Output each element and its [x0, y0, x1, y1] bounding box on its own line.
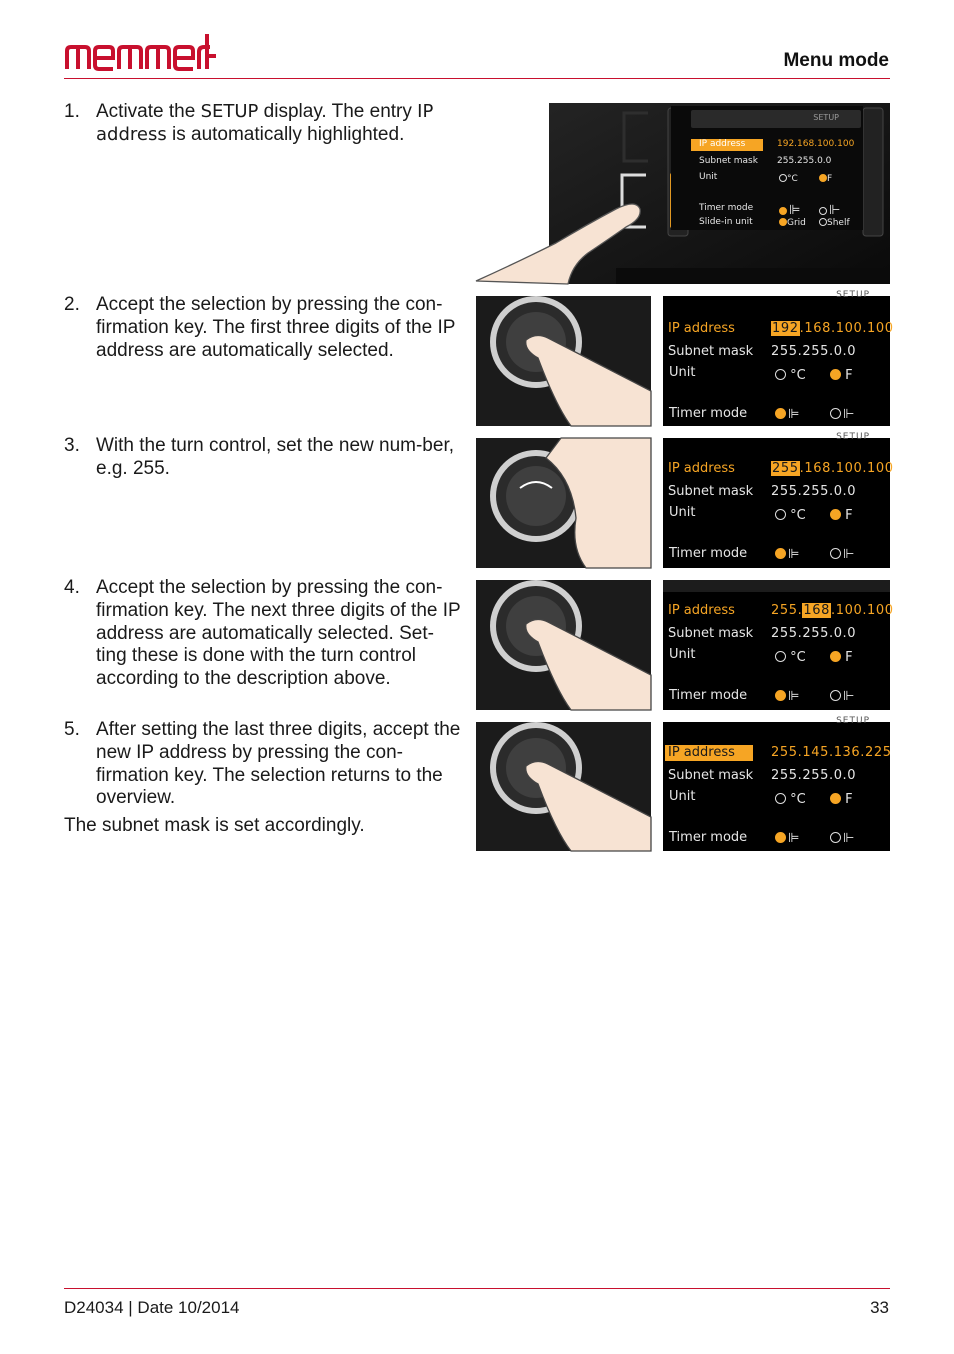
keyword-ip-address: IP address — [96, 101, 434, 145]
ip-octet-selected[interactable]: 255 — [772, 461, 799, 476]
setup-tab[interactable]: SETUP — [836, 290, 870, 300]
ip-octets-rest: .168.100.100 — [799, 321, 894, 336]
step-number: 2. — [64, 294, 80, 315]
timer-mode-1-icon: ⊫ — [788, 689, 800, 704]
timer-mode-label[interactable]: Timer mode — [699, 203, 754, 213]
subnet-mask-label[interactable]: Subnet mask — [699, 156, 758, 166]
radio-timer-mode-2[interactable] — [830, 832, 841, 843]
radio-timer-mode-1[interactable] — [775, 690, 786, 701]
radio-timer-mode-2[interactable] — [830, 690, 841, 701]
radio-timer-mode-2[interactable] — [830, 548, 841, 559]
footer-rule — [64, 1288, 890, 1289]
confirmation-key-illustration[interactable] — [476, 722, 651, 851]
step-number: 3. — [64, 435, 80, 456]
setup-screen-overview — [671, 106, 863, 230]
step-text: display. The entry — [258, 101, 418, 122]
unit-f-label: F — [845, 508, 853, 523]
step-3 — [64, 435, 464, 481]
ip-address-label[interactable]: IP address — [668, 745, 735, 760]
step-1 — [64, 101, 464, 147]
unit-f-label: F — [845, 650, 853, 665]
radio-fahrenheit[interactable] — [819, 174, 827, 182]
step-text: Activate the — [96, 101, 201, 122]
step-text: Accept the selection by pressing the con-firmation key. The first three digits of the IP address are automatically selected. — [96, 294, 456, 361]
figure-press-knob-1 — [476, 296, 651, 426]
ip-address-value: 192.168.100.100 — [777, 139, 855, 149]
setup-screen-step-2 — [663, 290, 894, 426]
step-text: Accept the selection by pressing the con-firmation key. The next three digits of the IP address are automatically selected. Set-ting these is done with the turn control according to the description above. — [96, 577, 461, 690]
unit-c-label: °C — [790, 650, 806, 665]
step-5 — [64, 719, 464, 810]
subnet-mask-value: 255.255.0.0 — [771, 484, 857, 499]
radio-timer-mode-2[interactable] — [819, 207, 827, 215]
figure-press-knob-2 — [476, 580, 651, 710]
radio-timer-mode-1[interactable] — [779, 207, 787, 215]
step-number: 5. — [64, 719, 80, 740]
figure-press-knob-3 — [476, 722, 651, 851]
document-id-date: D24034 | Date 10/2014 — [64, 1298, 240, 1317]
unit-c-label: °C — [790, 508, 806, 523]
subnet-note: The subnet mask is set accordingly. — [64, 815, 365, 836]
confirmation-key-illustration[interactable] — [476, 296, 651, 426]
timer-mode-2-icon: ⊩ — [843, 407, 855, 422]
timer-mode-2-icon: ⊩ — [829, 203, 841, 218]
radio-fahrenheit[interactable] — [830, 793, 841, 804]
radio-celsius[interactable] — [775, 793, 786, 804]
radio-timer-mode-1[interactable] — [775, 832, 786, 843]
subnet-mask-value: 255.255.0.0 — [771, 768, 857, 783]
step-text: With the turn control, set the new num-ber, e.g. 255. — [96, 435, 455, 479]
timer-mode-1-icon: ⊫ — [788, 547, 800, 562]
keyword-setup: SETUP — [200, 101, 259, 122]
step-text: is automatically highlighted. — [166, 123, 405, 145]
unit-label[interactable]: Unit — [669, 789, 696, 804]
setup-screen-step-4 — [663, 580, 894, 710]
ip-address-value[interactable] — [771, 603, 894, 618]
step-number: 1. — [64, 101, 80, 122]
timer-mode-2-icon: ⊩ — [843, 831, 855, 846]
subnet-mask-label[interactable]: Subnet mask — [668, 344, 754, 359]
radio-celsius[interactable] — [775, 369, 786, 380]
timer-mode-1-icon: ⊫ — [789, 203, 801, 218]
radio-shelf[interactable] — [819, 218, 827, 226]
radio-fahrenheit[interactable] — [830, 369, 841, 380]
timer-mode-2-icon: ⊩ — [843, 547, 855, 562]
timer-mode-2-icon: ⊩ — [843, 689, 855, 704]
setup-screen-step-3 — [663, 432, 894, 568]
subnet-mask-value: 255.255.0.0 — [771, 344, 857, 359]
timer-mode-1-icon: ⊫ — [788, 407, 800, 422]
setup-tab[interactable]: SETUP — [813, 113, 839, 122]
turn-control-illustration[interactable] — [476, 438, 651, 568]
ip-octets-rest: .100.100 — [830, 603, 894, 618]
memmert-logo — [64, 32, 216, 72]
unit-c-label: °C — [787, 174, 798, 184]
ip-address-value: 255.145.136.225 — [771, 745, 892, 760]
timer-mode-label[interactable]: Timer mode — [669, 688, 748, 703]
ip-address-label[interactable]: IP address — [668, 461, 735, 476]
radio-celsius[interactable] — [775, 651, 786, 662]
timer-mode-label[interactable]: Timer mode — [669, 546, 748, 561]
step-text: After setting the last three digits, accept the new IP address by pressing the con-firmation key. The selection returns to the overview. — [96, 719, 461, 809]
timer-mode-label[interactable]: Timer mode — [669, 830, 748, 845]
timer-mode-1-icon: ⊫ — [788, 831, 800, 846]
unit-label[interactable]: Unit — [699, 172, 718, 182]
figure-turn-knob — [476, 438, 651, 568]
setup-tab[interactable]: SETUP — [836, 716, 870, 726]
ip-address-label[interactable]: IP address — [668, 603, 735, 618]
radio-timer-mode-1[interactable] — [775, 548, 786, 559]
subnet-mask-label[interactable]: Subnet mask — [668, 484, 754, 499]
unit-f-label: F — [845, 368, 853, 383]
ip-octet-selected[interactable]: 192 — [772, 321, 799, 336]
section-title: Menu mode — [783, 50, 889, 71]
unit-label[interactable]: Unit — [669, 505, 696, 520]
radio-fahrenheit[interactable] — [830, 509, 841, 520]
shelf-label: Shelf — [827, 218, 850, 228]
setup-screen-step-5 — [663, 716, 892, 851]
unit-label[interactable]: Unit — [669, 365, 696, 380]
setup-tab[interactable]: SETUP — [836, 432, 870, 442]
ip-address-value[interactable] — [771, 321, 894, 336]
subnet-mask-value: 255.255.0.0 — [771, 626, 857, 641]
ip-address-label[interactable]: IP address — [699, 139, 746, 149]
unit-c-label: °C — [790, 792, 806, 807]
subnet-mask-label[interactable]: Subnet mask — [668, 768, 754, 783]
unit-c-label: °C — [790, 368, 806, 383]
unit-label[interactable]: Unit — [669, 647, 696, 662]
subnet-mask-label[interactable]: Subnet mask — [668, 626, 754, 641]
unit-f-label: F — [845, 792, 853, 807]
radio-celsius[interactable] — [779, 174, 787, 182]
unit-f-label: F — [827, 174, 833, 184]
radio-grid[interactable] — [779, 218, 787, 226]
radio-timer-mode-1[interactable] — [775, 408, 786, 419]
slide-in-unit-label[interactable]: Slide-in unit — [699, 217, 753, 227]
radio-timer-mode-2[interactable] — [830, 408, 841, 419]
grid-label: Grid — [787, 218, 806, 228]
figure-setup-display — [476, 103, 890, 284]
step-4 — [64, 577, 464, 691]
subnet-mask-value: 255.255.0.0 — [777, 156, 832, 166]
header-rule — [64, 78, 890, 79]
ip-octet-selected[interactable]: 168 — [803, 603, 830, 618]
page-number: 33 — [870, 1298, 889, 1317]
ip-address-label[interactable]: IP address — [668, 321, 735, 336]
ip-octets-before: 255. — [771, 603, 803, 618]
radio-celsius[interactable] — [775, 509, 786, 520]
step-number: 4. — [64, 577, 80, 598]
step-2 — [64, 294, 464, 362]
ip-octets-rest: .168.100.100 — [799, 461, 894, 476]
radio-fahrenheit[interactable] — [830, 651, 841, 662]
ip-address-value[interactable] — [771, 461, 894, 476]
confirmation-key-illustration[interactable] — [476, 580, 651, 710]
timer-mode-label[interactable]: Timer mode — [669, 406, 748, 421]
